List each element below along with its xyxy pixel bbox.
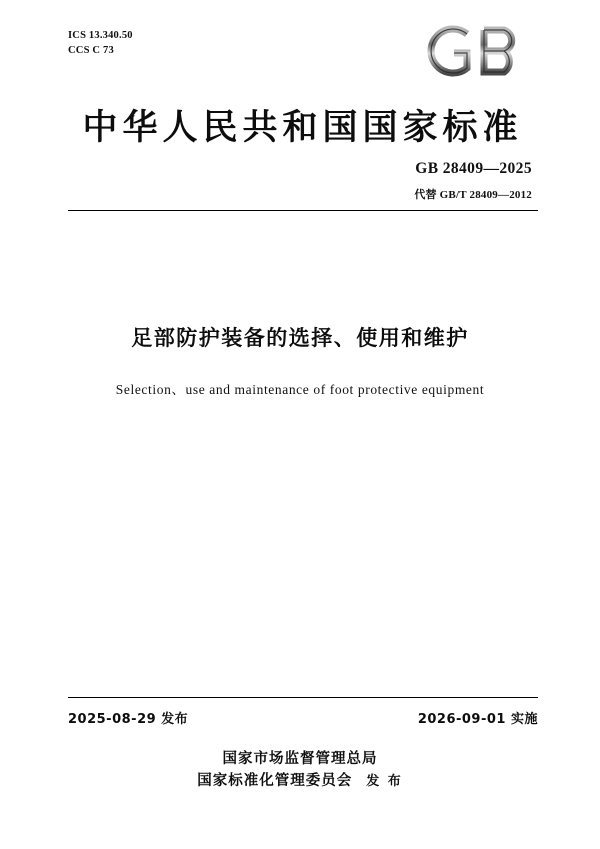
publisher-block bbox=[0, 748, 600, 793]
effective-date: 2026-09-01 实施 bbox=[417, 712, 538, 727]
document-title-cn: 足部防护装备的选择、使用和维护 bbox=[131, 326, 469, 350]
publisher-line-1: 国家市场监督管理总局 bbox=[222, 751, 378, 767]
standard-number: GB 28409—2025 bbox=[415, 160, 532, 177]
publisher-line-2: 国家标准化管理委员会 bbox=[197, 773, 353, 789]
document-title-en: Selection、use and maintenance of foot protective equipment bbox=[115, 382, 485, 397]
ccs-code: CCS C 73 bbox=[68, 45, 114, 56]
header-divider bbox=[68, 210, 538, 211]
gb-logo bbox=[418, 20, 538, 82]
publisher-issue-label: 发 布 bbox=[366, 774, 403, 789]
issue-date: 2025-08-29 发布 bbox=[68, 712, 189, 727]
publisher-line-2-wrap bbox=[0, 770, 600, 793]
footer-divider bbox=[68, 697, 538, 698]
ics-code: ICS 13.340.50 bbox=[68, 30, 133, 41]
ics-ccs-block bbox=[68, 28, 133, 58]
standard-replaces: 代替 GB/T 28409—2012 bbox=[414, 189, 532, 201]
national-standard-title: 中华人民共和国国家标准 bbox=[82, 108, 523, 148]
